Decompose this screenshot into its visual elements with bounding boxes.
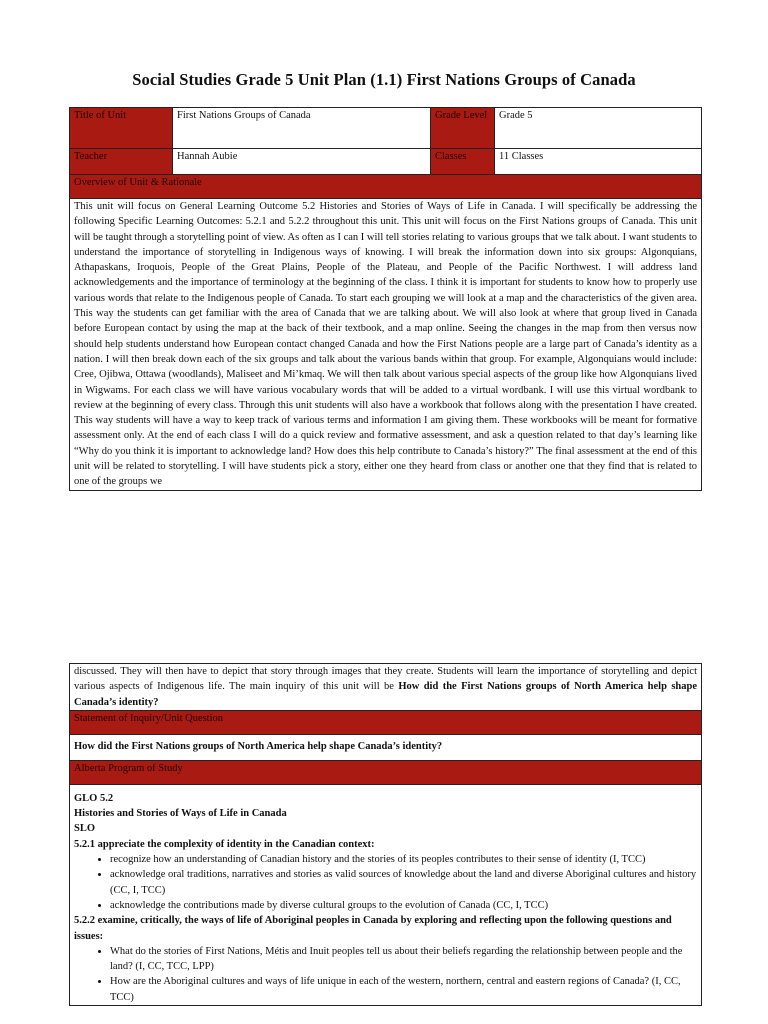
teacher-value: Hannah Aubie xyxy=(173,149,431,175)
teacher-label: Teacher xyxy=(70,149,173,175)
classes-value: 11 Classes xyxy=(495,149,702,175)
document-title: Social Studies Grade 5 Unit Plan (1.1) First Nations Groups of Canada xyxy=(132,70,636,89)
slo-522-heading: 5.2.2 examine, critically, the ways of life of Aboriginal peoples in Canada by exploring and reflecting upon the following questions and issues: xyxy=(74,915,672,942)
slo-521-heading: 5.2.1 appreciate the complexity of identity in the Canadian context: xyxy=(74,838,375,850)
grade-level-value: Grade 5 xyxy=(495,108,702,149)
slo-521-list xyxy=(74,852,697,913)
overview-continued-text: discussed. They will then have to depict that story through images that they create. Students will learn the importance of storytelling and depict various aspects of Indigenous life. The main inquiry of this unit will be xyxy=(74,666,697,693)
glo-code: GLO 5.2 xyxy=(74,792,114,804)
unit-plan-table-page-2 xyxy=(69,663,702,1006)
inquiry-question: How did the First Nations groups of North America help shape Canada’s identity? xyxy=(70,734,702,760)
list-item: • recognize how an understanding of Canadian history and the stories of its peoples contributes to their sense of identity (I, TCC) xyxy=(110,852,697,867)
slo-522-list xyxy=(74,944,697,1005)
main-inquiry: How did the First Nations groups of North America help shape Canada’s identity? xyxy=(74,681,697,708)
program-of-study xyxy=(70,784,702,1005)
list-item: • acknowledge the contributions made by diverse cultural groups to the evolution of Canada (CC, I, TCC) xyxy=(110,898,697,913)
overview-heading: Overview of Unit & Rationale xyxy=(70,175,702,199)
glo-title: Histories and Stories of Ways of Life in Canada xyxy=(74,808,287,820)
unit-plan-table-page-1 xyxy=(69,107,702,491)
grade-level-label: Grade Level xyxy=(431,108,495,149)
title-of-unit-value: First Nations Groups of Canada xyxy=(173,108,431,149)
overview-continued xyxy=(70,664,702,711)
inquiry-heading: Statement of Inquiry/Unit Question xyxy=(70,710,702,734)
overview-text: This unit will focus on General Learning Outcome 5.2 Histories and Stories of Ways of Life in Canada. I will specifically be addressing the following Specific Learning Outcomes: 5.2.1 and 5.2.2 throughout this unit. This unit will focus on the First Nations groups of Canada. This unit will be taught through a storytelling point of view. As often as I can I will tell stories relating to various groups that we talk about. I want students to understand the importance of storytelling in Indigenous ways of knowing. I will break the information down into six groups: Algonquians, Athapaskans, Iroquois, People of the Great Plains, People of the Plateau, and People of the Pacific Northwest. I will address land acknowledgements and the importance of terminology at the beginning of the class. I think it is important for students to know how to properly use various words that relate to the Indigenous people of Canada. To start each grouping we will look at a map and the characteristics of the given area. This way the students can get familiar with the area of Canada that we are talking about. We will also look at where that group lived in Canada before European contact by using the map at the back of their textbook, and a map online. Seeing the changes in the map from then versus now should help students understand how European contact changed Canada and how the First Nations people are a large part of Canada’s identity as a nation. I will then break down each of the six groups and talk about the various bands within that group. For example, Algonquians would include: Cree, Ojibwa, Ottawa (woodlands), Maliseet and Mi’kmaq. We will then talk about various special aspects of the group like how Algonquians lived in Wigwams. For each class we will have various vocabulary words that will be added to a virtual wordbank. I will use this virtual wordbank to review at the beginning of every class. Through this unit students will also have a workbook that follows along with the presentation I have created. This way students will have a way to keep track of various terms and information I am giving them. These workbooks will be meant for formative assessment only. At the end of each class I will do a quick review and formative assessment, and ask a question related to that day’s learning like “Why do you think it is important to acknowledge land? How does this help contribute to Canada’s history?” The final assessment at the end of this unit will be related to storytelling. I will have students pick a story, either one they heard from class or another one that they find that is related to one of the groups we xyxy=(70,199,702,491)
title-of-unit-label: Title of Unit xyxy=(70,108,173,149)
list-item: • How are the Aboriginal cultures and ways of life unique in each of the western, northern, central and eastern regions of Canada? (I, CC, TCC) xyxy=(110,974,697,1005)
list-item: • acknowledge oral traditions, narratives and stories as valid sources of knowledge about the land and diverse Aboriginal cultures and history (CC, I, TCC) xyxy=(110,867,697,898)
list-item: • What do the stories of First Nations, Métis and Inuit peoples tell us about their beliefs regarding the relationship between people and the land? (I, CC, TCC, LPP) xyxy=(110,944,697,975)
program-heading: Alberta Program of Study xyxy=(70,760,702,784)
classes-label: Classes xyxy=(431,149,495,175)
slo-label: SLO xyxy=(74,823,96,835)
